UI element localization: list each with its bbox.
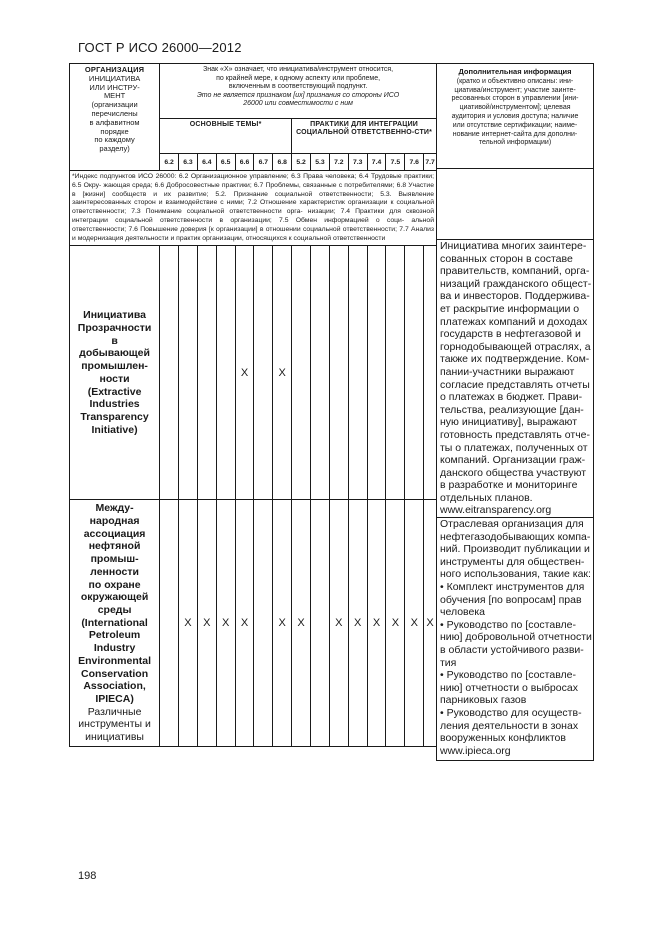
organization-name-line: Industries [89, 398, 140, 411]
info-text-line: тельства, реализующие [дан- [440, 403, 584, 416]
info-text-line: ного использования, такие как: [440, 568, 591, 581]
organization-name-line: Environmental [78, 654, 152, 667]
clause-code-header: 5.3 [311, 154, 330, 171]
clause-code-header: 7.4 [367, 154, 386, 171]
organization-note-line: Различные [87, 705, 142, 718]
legend-line: модернизация деятельности и практик организации, относящихся к социальной ответственности [77, 234, 386, 242]
organization-name-line: IPIECA) [95, 692, 134, 705]
additional-info-column [436, 63, 594, 761]
info-text-line: в области устойчивого разви- [440, 644, 584, 656]
org-header-line: ОРГАНИЗАЦИЯ [84, 65, 145, 74]
organization-name-line: Между- [95, 502, 134, 515]
initiatives-table [69, 63, 437, 747]
organization-name-line: среды [97, 604, 132, 616]
info-header [437, 64, 594, 169]
info-header-line: циатива/инструмент; участие заинте- [454, 86, 576, 94]
info-text-line: • Руководство для осуществ- [440, 706, 582, 719]
info-header-line: или отсутствие сертификации; наиме- [452, 121, 578, 129]
organization-name-line: Association, [83, 680, 146, 693]
info-text-line: обучения [по вопросам] прав [440, 593, 582, 606]
relevance-mark-cell [329, 246, 348, 500]
organization-name-line: добывающей [79, 347, 150, 360]
info-text-line: платежах компаний и доходах [440, 315, 588, 328]
relevance-mark-cell [348, 246, 367, 500]
relevance-mark-cell: X [405, 500, 424, 746]
relevance-mark-cell [311, 246, 330, 500]
info-text-line: сованных сторон в составе [440, 252, 573, 265]
core-subjects-header: ОСНОВНЫЕ ТЕМЫ* [160, 119, 292, 154]
info-text-line: ления деятельности в зонах [440, 719, 579, 732]
org-header-line: по каждому [94, 135, 135, 145]
org-header-line: ИНИЦИАТИВА [88, 73, 141, 83]
info-text-line: низаций гражданского общест- [440, 277, 592, 290]
relevance-mark-cell: X [273, 500, 292, 746]
org-header-line: в алфавитном [89, 117, 140, 127]
info-text-line: человека [440, 606, 486, 619]
page-number: 198 [78, 870, 97, 882]
relevance-mark-cell [160, 246, 179, 500]
relevance-mark-cell: X [197, 500, 216, 746]
organization-name-line: нефтяной [88, 540, 141, 553]
org-header-line: МЕНТ [103, 91, 126, 101]
organization-name-line: Petroleum [88, 629, 141, 642]
organization-name-line: ассоциация [83, 527, 146, 540]
info-cell-ipieca [437, 518, 594, 761]
organization-name-line: Industry [93, 642, 136, 655]
relevance-mark-cell [424, 246, 437, 500]
organization-name-line: по охране [88, 578, 141, 591]
note-line: Это не является признаком [их] признания со стороны ИСО [196, 91, 400, 99]
info-text-line: компаний. Организации граж- [440, 454, 586, 467]
info-text-line: ную инициативу], выражают [440, 416, 578, 429]
organization-name-line: (International [81, 616, 148, 629]
relevance-mark-cell [405, 246, 424, 500]
organization-name-line: Initiative) [91, 423, 138, 436]
info-text-line: в разработке и мониторинге [440, 479, 578, 492]
relevance-mark-cell [254, 246, 273, 500]
organization-note-line: инициативы [85, 731, 144, 744]
info-text-line: • Комплект инструментов для [440, 581, 585, 594]
clause-index-legend [70, 171, 437, 246]
note-line: включенным в соответствующий подпункт. [228, 83, 368, 91]
x-mark-note [160, 64, 437, 119]
note-line: Знак «Х» означает, что инициатива/инструмент относится, [203, 66, 394, 73]
clause-code-header: 6.3 [179, 154, 198, 171]
info-text-line: нию] добровольной отчетности [440, 631, 592, 644]
relevance-mark-cell: X [179, 500, 198, 746]
info-header-line: (кратко и объективно описаны: ини- [456, 77, 574, 85]
organization-name-line: промышлен- [81, 360, 148, 373]
info-text-line: инструменты для обществен- [440, 555, 585, 568]
info-text-line: парниковых газов [440, 694, 527, 707]
relevance-mark-cell [367, 246, 386, 500]
info-text-line: нефтегазодобывающих компа- [440, 530, 591, 543]
org-header-line: разделу) [99, 144, 130, 154]
organization-name-line: Conservation [81, 667, 149, 680]
relevance-mark-cell: X [235, 246, 254, 500]
info-header-line: тельной информации) [478, 139, 552, 147]
info-text-line: о платежах в бюджет. Прави- [440, 391, 583, 404]
info-text-line: нию] отчетности о выбросах [440, 681, 578, 694]
organization-name-line: Transparency [80, 410, 149, 423]
relevance-mark-cell [179, 246, 198, 500]
organization-name-line: в [111, 334, 118, 347]
integration-practices-header: ПРАКТИКИ ДЛЯ ИНТЕГРАЦИИ СОЦИАЛЬНОЙ ОТВЕТСТВЕННО-СТИ* [292, 119, 437, 154]
info-text-line: готовность представлять отче- [440, 428, 591, 441]
org-header-line: перечислены [91, 108, 138, 118]
info-text-line: Отраслевая организация для [440, 518, 584, 531]
organization-name-line: (Extractive [87, 385, 142, 398]
info-text-line: • Руководство по [составле- [440, 618, 577, 631]
info-text-line: согласие представлять отчеты [440, 378, 590, 391]
info-text-line: также их подтверждение. Ком- [440, 353, 590, 366]
info-header-line: ресованных сторон в управлении [ини- [451, 95, 579, 103]
document-title: ГОСТ Р ИСО 26000—2012 [78, 40, 242, 55]
relevance-mark-cell [254, 500, 273, 746]
info-text-line: тия [440, 656, 457, 669]
info-text-line: ний. Производит публикации и [440, 543, 590, 556]
relevance-mark-cell: X [235, 500, 254, 746]
info-header-title: Дополнительная информация [458, 67, 572, 76]
organization-name-line: ности [99, 372, 130, 385]
relevance-mark-cell [311, 500, 330, 746]
note-line: 26000 или совместимости с ним [243, 100, 353, 108]
relevance-mark-cell: X [292, 500, 311, 746]
info-header-line: циативой/инструментом]; целевая [459, 104, 571, 112]
clause-code-header: 7.5 [386, 154, 405, 171]
relevance-mark-cell [216, 246, 235, 500]
clause-code-header: 6.8 [273, 154, 292, 171]
relevance-mark-cell: X [386, 500, 405, 746]
info-text-line: ет раскрытие информации о [440, 302, 580, 315]
organization-name-cell [70, 246, 160, 500]
relevance-mark-cell: X [424, 500, 437, 746]
info-text-line: правительств, компаний, орга- [440, 265, 590, 278]
legend-line: жающая среда; 6.6 Добросовестные практики; 6.7 Проблемы, связанные с потребителями; 6.8 Участие в [жизни] сообществ и [72, 181, 435, 198]
org-header-line: ИЛИ ИНСТРУ- [89, 82, 140, 92]
info-header-line: аудитория и условия доступа; наличие [451, 112, 579, 120]
organization-name-line: окружающей [80, 591, 149, 604]
relevance-mark-cell: X [216, 500, 235, 746]
clause-code-header: 7.3 [348, 154, 367, 171]
legend-line: низации; 7.4 Практики для сквозной интеграции социальной ответственности в организации; 7.5 Обмен информацией о соци- [72, 208, 435, 224]
organization-name-line: ленности [90, 565, 139, 578]
relevance-mark-cell [292, 246, 311, 500]
org-column-header [70, 64, 160, 171]
clause-code-header: 7.6 [405, 154, 424, 171]
relevance-mark-cell: X [273, 246, 292, 500]
legend-line: *Индекс подпунктов ИСО 26000: 6.2 Организационное управление; 6.3 Права человека; 6.4 Трудовые практики; 6.5 Окру- [72, 173, 434, 189]
relevance-mark-cell: X [367, 500, 386, 746]
clause-code-header: 6.2 [160, 154, 179, 171]
clause-code-header: 7.7 [424, 154, 437, 171]
organization-name-line: Прозрачности [77, 322, 152, 335]
legend-line: их развитие; 5.2. Признание социальной ответственности; 5.3. Выявление заинтересованных сторон и взаимодействие с ними; [72, 190, 434, 207]
info-text-line: горнодобывающей отраслях, а [440, 340, 591, 353]
clause-code-header: 5.2 [292, 154, 311, 171]
organization-note-line: инструменты и [78, 718, 151, 731]
info-text-line: отдельных планов. [440, 491, 533, 504]
organization-name-line: промыш- [90, 553, 139, 566]
info-text-line: пании-участники выражают [440, 365, 575, 378]
clause-code-header: 6.5 [216, 154, 235, 171]
organization-name-line: народная [89, 515, 140, 528]
info-text-line: www.ipieca.org [440, 744, 511, 757]
clause-code-header: 6.7 [254, 154, 273, 171]
org-header-line: порядке [100, 126, 129, 136]
legend-line: 7.2 Отношение характеристик организации к социальной ответственности; 7.3 Понимание социальной ответственности орга- [72, 199, 435, 216]
organization-name-line: Инициатива [83, 309, 146, 322]
info-text-line: вооруженных конфликтов [440, 732, 566, 745]
clause-code-header: 6.4 [197, 154, 216, 171]
info-text-line: данского общества участвуют [440, 466, 587, 479]
info-text-line: ты о платежах, полученных от [440, 441, 588, 454]
relevance-mark-cell [160, 500, 179, 746]
relevance-mark-cell: X [348, 500, 367, 746]
relevance-mark-cell [386, 246, 405, 500]
info-text-line: государств в нефтегазовой и [440, 328, 581, 341]
info-text-line: ва и инвесторов. Поддерживa- [440, 290, 590, 303]
info-cell-eiti [437, 240, 594, 518]
info-header-line: нование интернет-сайта для дополни- [452, 130, 578, 138]
relevance-mark-cell [197, 246, 216, 500]
clause-code-header: 7.2 [329, 154, 348, 171]
info-text-line: • Руководство по [составле- [440, 669, 577, 682]
organization-name-cell [70, 500, 160, 746]
info-text-line: Инициатива многих заинтере- [440, 240, 587, 252]
relevance-mark-cell: X [329, 500, 348, 746]
info-text-line: www.eitransparency.org [440, 504, 552, 517]
note-line: по крайней мере, к одному аспекту или проблеме, [216, 74, 381, 82]
clause-code-header: 6.6 [235, 154, 254, 171]
org-header-line: (организации [91, 100, 138, 110]
legend-line: альной ответственности; 7.6 Повышение доверия [к организации] в отношении социальной ответственности; 7.7 Анализ и [72, 216, 434, 242]
